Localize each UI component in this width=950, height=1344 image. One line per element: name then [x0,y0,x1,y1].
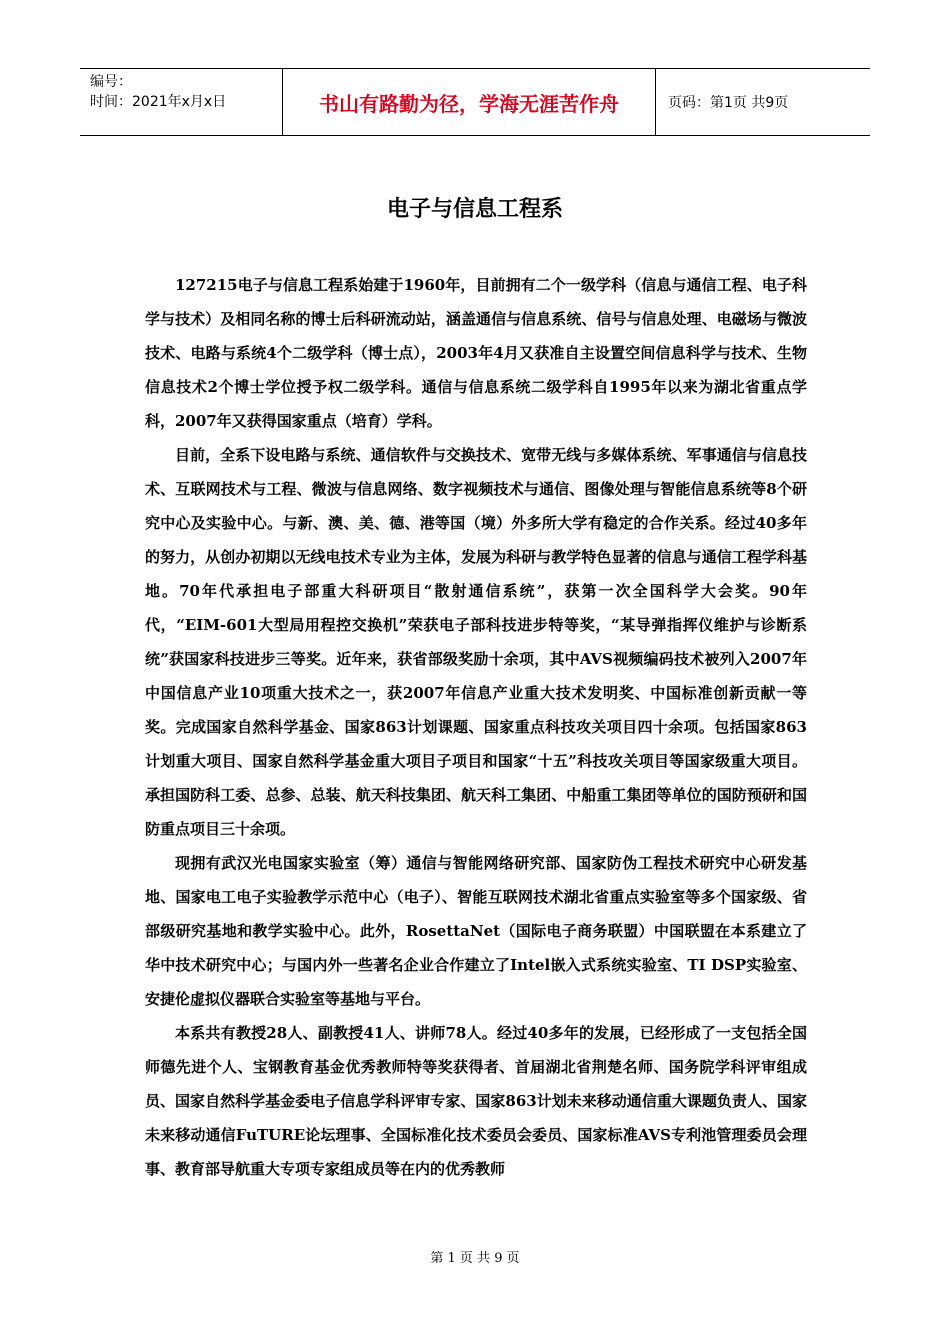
header-table [80,68,870,136]
paragraph-2: 目前，全系下设电路与系统、通信软件与交换技术、宽带无线与多媒体系统、军事通信与信息技术、互联网技术与工程、微波与信息网络、数字视频技术与通信、图像处理与智能信息系统等8个研究中心及实验中心。与新、澳、美、德、港等国（境）外多所大学有稳定的合作关系。经过40多年的努力，从创办初期以无线电技术专业为主体，发展为科研与教学特色显著的信息与通信工程学科基地。70年代承担电子部重大科研项目“散射通信系统”，获第一次全国科学大会奖。90年代，“EIM-601大型局用程控交换机”荣获电子部科技进步特等奖，“某导弹指挥仪维护与诊断系统”获国家科技进步三等奖。近年来，获省部级奖励十余项，其中AVS视频编码技术被列入2007年中国信息产业10项重大技术之一，获2007年信息产业重大技术发明奖、中国标准创新贡献一等奖。完成国家自然科学基金、国家863计划课题、国家重点科技攻关项目四十余项。包括国家863计划重大项目、国家自然科学基金重大项目子项目和国家“十五”科技攻关项目等国家级重大项目。承担国防科工委、总参、总装、航天科技集团、航天科工集团、中船重工集团等单位的国防预研和国防重点项目三十余项。 [145,446,807,838]
time-label: 时间：2021年x月x日 [90,94,227,110]
paragraph-4: 本系共有教授28人、副教授41人、讲师78人。经过40多年的发展，已经形成了一支包括全国师德先进个人、宝钢教育基金优秀教师特等奖获得者、首届湖北省荆楚名师、国务院学科评审组成员、国家自然科学基金委电子信息学科评审专家、国家863计划未来移动通信重大课题负责人、国家未来移动通信FuTURE论坛理事、全国标准化技术委员会委员、国家标准AVS专利池管理委员会理事、教育部导航重大专项专家组成员等在内的优秀教师 [145,1024,807,1178]
header-page-info: 页码：第1页 共9页 [668,95,789,111]
paragraph-3: 现拥有武汉光电国家实验室（筹）通信与智能网络研究部、国家防伪工程技术研究中心研发基地、国家电工电子实验教学示范中心（电子）、智能互联网技术湖北省重点实验室等多个国家级、省部级研究基地和教学实验中心。此外，RosettaNet（国际电子商务联盟）中国联盟在本系建立了华中技术研究中心；与国内外一些著名企业合作建立了Intel嵌入式系统实验室、TI DSP实验室、安捷伦虚拟仪器联合实验室等基地与平台。 [145,854,807,1008]
document-body [145,268,807,1186]
page-footer: 第 1 页 共 9 页 [430,1251,520,1266]
header-meta [80,69,282,135]
header-motto: 书山有路勤为径，学海无涯苦作舟 [282,69,656,135]
number-label: 编号： [90,74,132,90]
paragraph-1: 127215电子与信息工程系始建于1960年，目前拥有二个一级学科（信息与通信工程、电子科学与技术）及相同名称的博士后科研流动站，涵盖通信与信息系统、信号与信息处理、电磁场与微波技术、电路与系统4个二级学科（博士点），2003年4月又获准自主设置空间信息科学与技术、生物信息技术2个博士学位授予权二级学科。通信与信息系统二级学科自1995年以来为湖北省重点学科，2007年又获得国家重点（培育）学科。 [145,276,807,430]
document-title: 电子与信息工程系 [386,197,563,222]
